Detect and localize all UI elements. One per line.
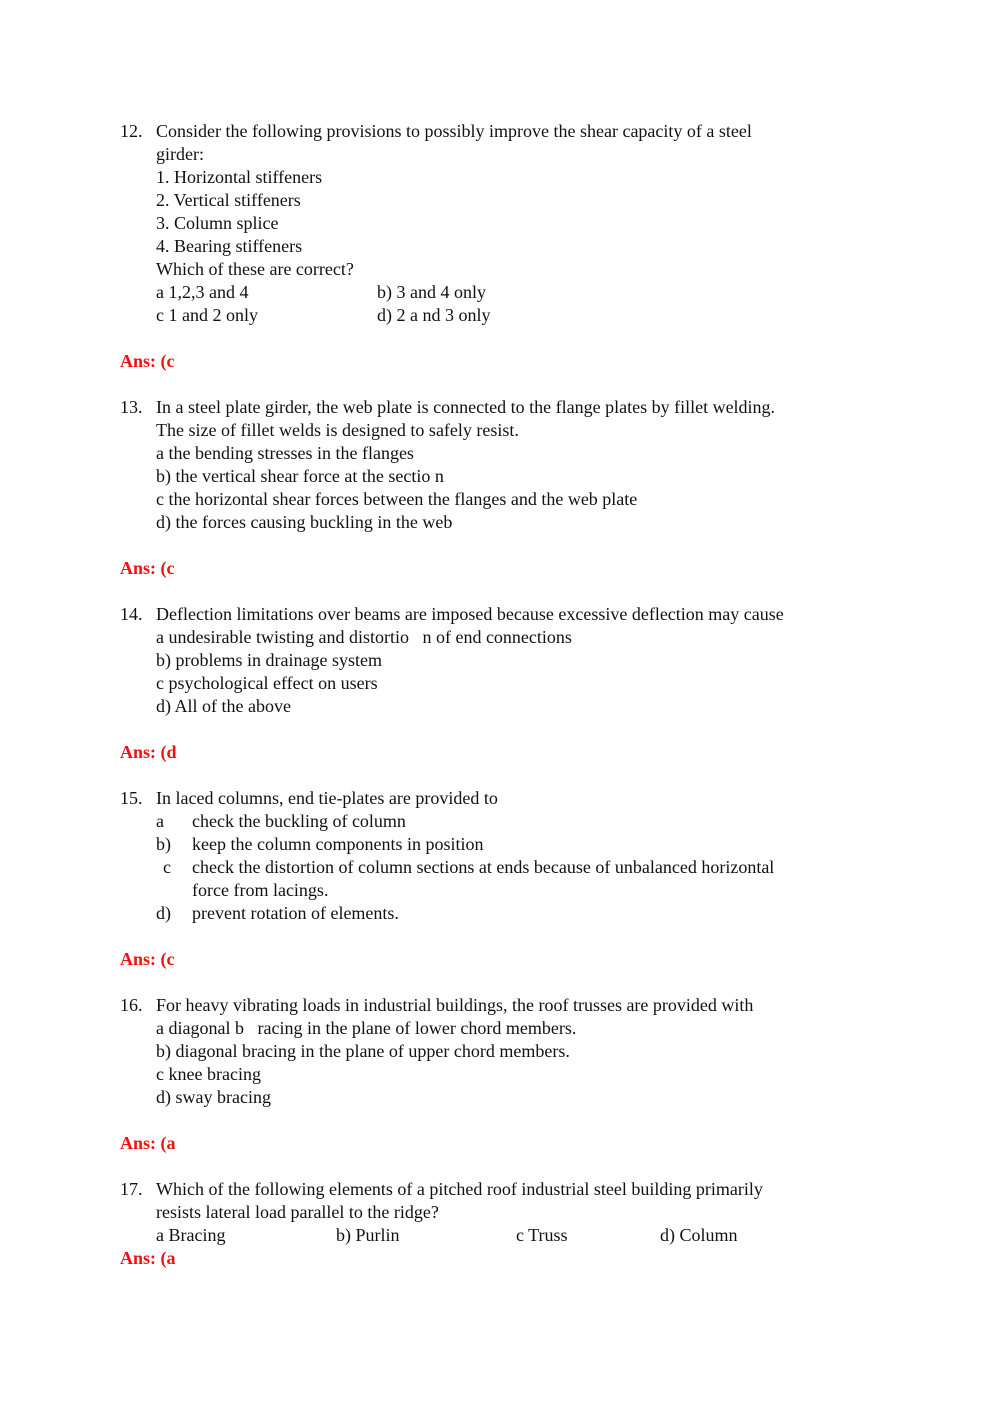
question-stem-line: resists lateral load parallel to the ridge? bbox=[156, 1202, 439, 1222]
option-d-text: prevent rotation of elements. bbox=[192, 903, 399, 923]
option-b: b) problems in drainage system bbox=[156, 650, 382, 670]
option-c: c 1 and 2 only bbox=[156, 305, 258, 325]
option-a: a 1,2,3 and 4 bbox=[156, 282, 249, 302]
option-b: b) Purlin bbox=[336, 1225, 400, 1245]
question-stem-line: Deflection limitations over beams are imposed because excessive deflection may cause bbox=[156, 604, 784, 624]
question-stem-line: girder: bbox=[156, 144, 204, 164]
question-stem-line: In a steel plate girder, the web plate is connected to the flange plates by fillet welding. bbox=[156, 397, 776, 417]
question-prompt: Which of these are correct? bbox=[156, 259, 354, 279]
option-c: c Truss bbox=[516, 1225, 568, 1245]
option-a: a undesirable twisting and distortio n of end connections bbox=[156, 627, 572, 647]
question-number: 13. bbox=[120, 397, 143, 417]
answer-label: Ans: (d bbox=[120, 742, 177, 762]
option-a-text: check the buckling of column bbox=[192, 811, 406, 831]
question-stem-line: The size of fillet welds is designed to safely resist. bbox=[156, 420, 519, 440]
option-c-text-continued: force from lacings. bbox=[192, 880, 329, 900]
answer-label: Ans: (a bbox=[120, 1248, 176, 1268]
question-number: 16. bbox=[120, 995, 143, 1015]
list-item: 4. Bearing stiffeners bbox=[156, 236, 303, 256]
option-d: d) Column bbox=[660, 1225, 738, 1245]
answer-label: Ans: (c bbox=[120, 351, 175, 371]
option-d: d) the forces causing buckling in the web bbox=[156, 512, 453, 532]
option-b-text: keep the column components in position bbox=[192, 834, 484, 854]
option-b: b) diagonal bracing in the plane of upper chord members. bbox=[156, 1041, 570, 1061]
option-a: a Bracing bbox=[156, 1225, 226, 1245]
list-item: 1. Horizontal stiffeners bbox=[156, 167, 323, 187]
option-c: c psychological effect on users bbox=[156, 673, 378, 693]
option-a-letter: a bbox=[156, 811, 164, 831]
option-d: d) sway bracing bbox=[156, 1087, 271, 1107]
question-stem-line: Consider the following provisions to possibly improve the shear capacity of a steel bbox=[156, 121, 752, 141]
answer-label: Ans: (c bbox=[120, 558, 175, 578]
option-b-letter: b) bbox=[156, 834, 171, 854]
option-c-text: check the distortion of column sections at ends because of unbalanced horizontal bbox=[192, 857, 775, 877]
option-c: c the horizontal shear forces between the flanges and the web plate bbox=[156, 489, 638, 509]
option-b: b) the vertical shear force at the sectio n bbox=[156, 466, 444, 486]
option-d-letter: d) bbox=[156, 903, 171, 923]
question-number: 12. bbox=[120, 121, 143, 141]
option-c: c knee bracing bbox=[156, 1064, 261, 1084]
question-stem-line: Which of the following elements of a pitched roof industrial steel building primarily bbox=[156, 1179, 763, 1199]
answer-label: Ans: (c bbox=[120, 949, 175, 969]
option-a: a diagonal b racing in the plane of lower chord members. bbox=[156, 1018, 577, 1038]
question-number: 17. bbox=[120, 1179, 143, 1199]
list-item: 2. Vertical stiffeners bbox=[156, 190, 301, 210]
answer-label: Ans: (a bbox=[120, 1133, 176, 1153]
question-stem-line: For heavy vibrating loads in industrial buildings, the roof trusses are provided with bbox=[156, 995, 754, 1015]
list-item: 3. Column splice bbox=[156, 213, 279, 233]
option-c-letter: c bbox=[163, 857, 171, 877]
option-b: b) 3 and 4 only bbox=[377, 282, 486, 302]
option-a: a the bending stresses in the flanges bbox=[156, 443, 414, 463]
option-d: d) All of the above bbox=[156, 696, 291, 716]
question-number: 15. bbox=[120, 788, 143, 808]
question-number: 14. bbox=[120, 604, 143, 624]
question-stem-line: In laced columns, end tie-plates are provided to bbox=[156, 788, 498, 808]
option-d: d) 2 a nd 3 only bbox=[377, 305, 491, 325]
